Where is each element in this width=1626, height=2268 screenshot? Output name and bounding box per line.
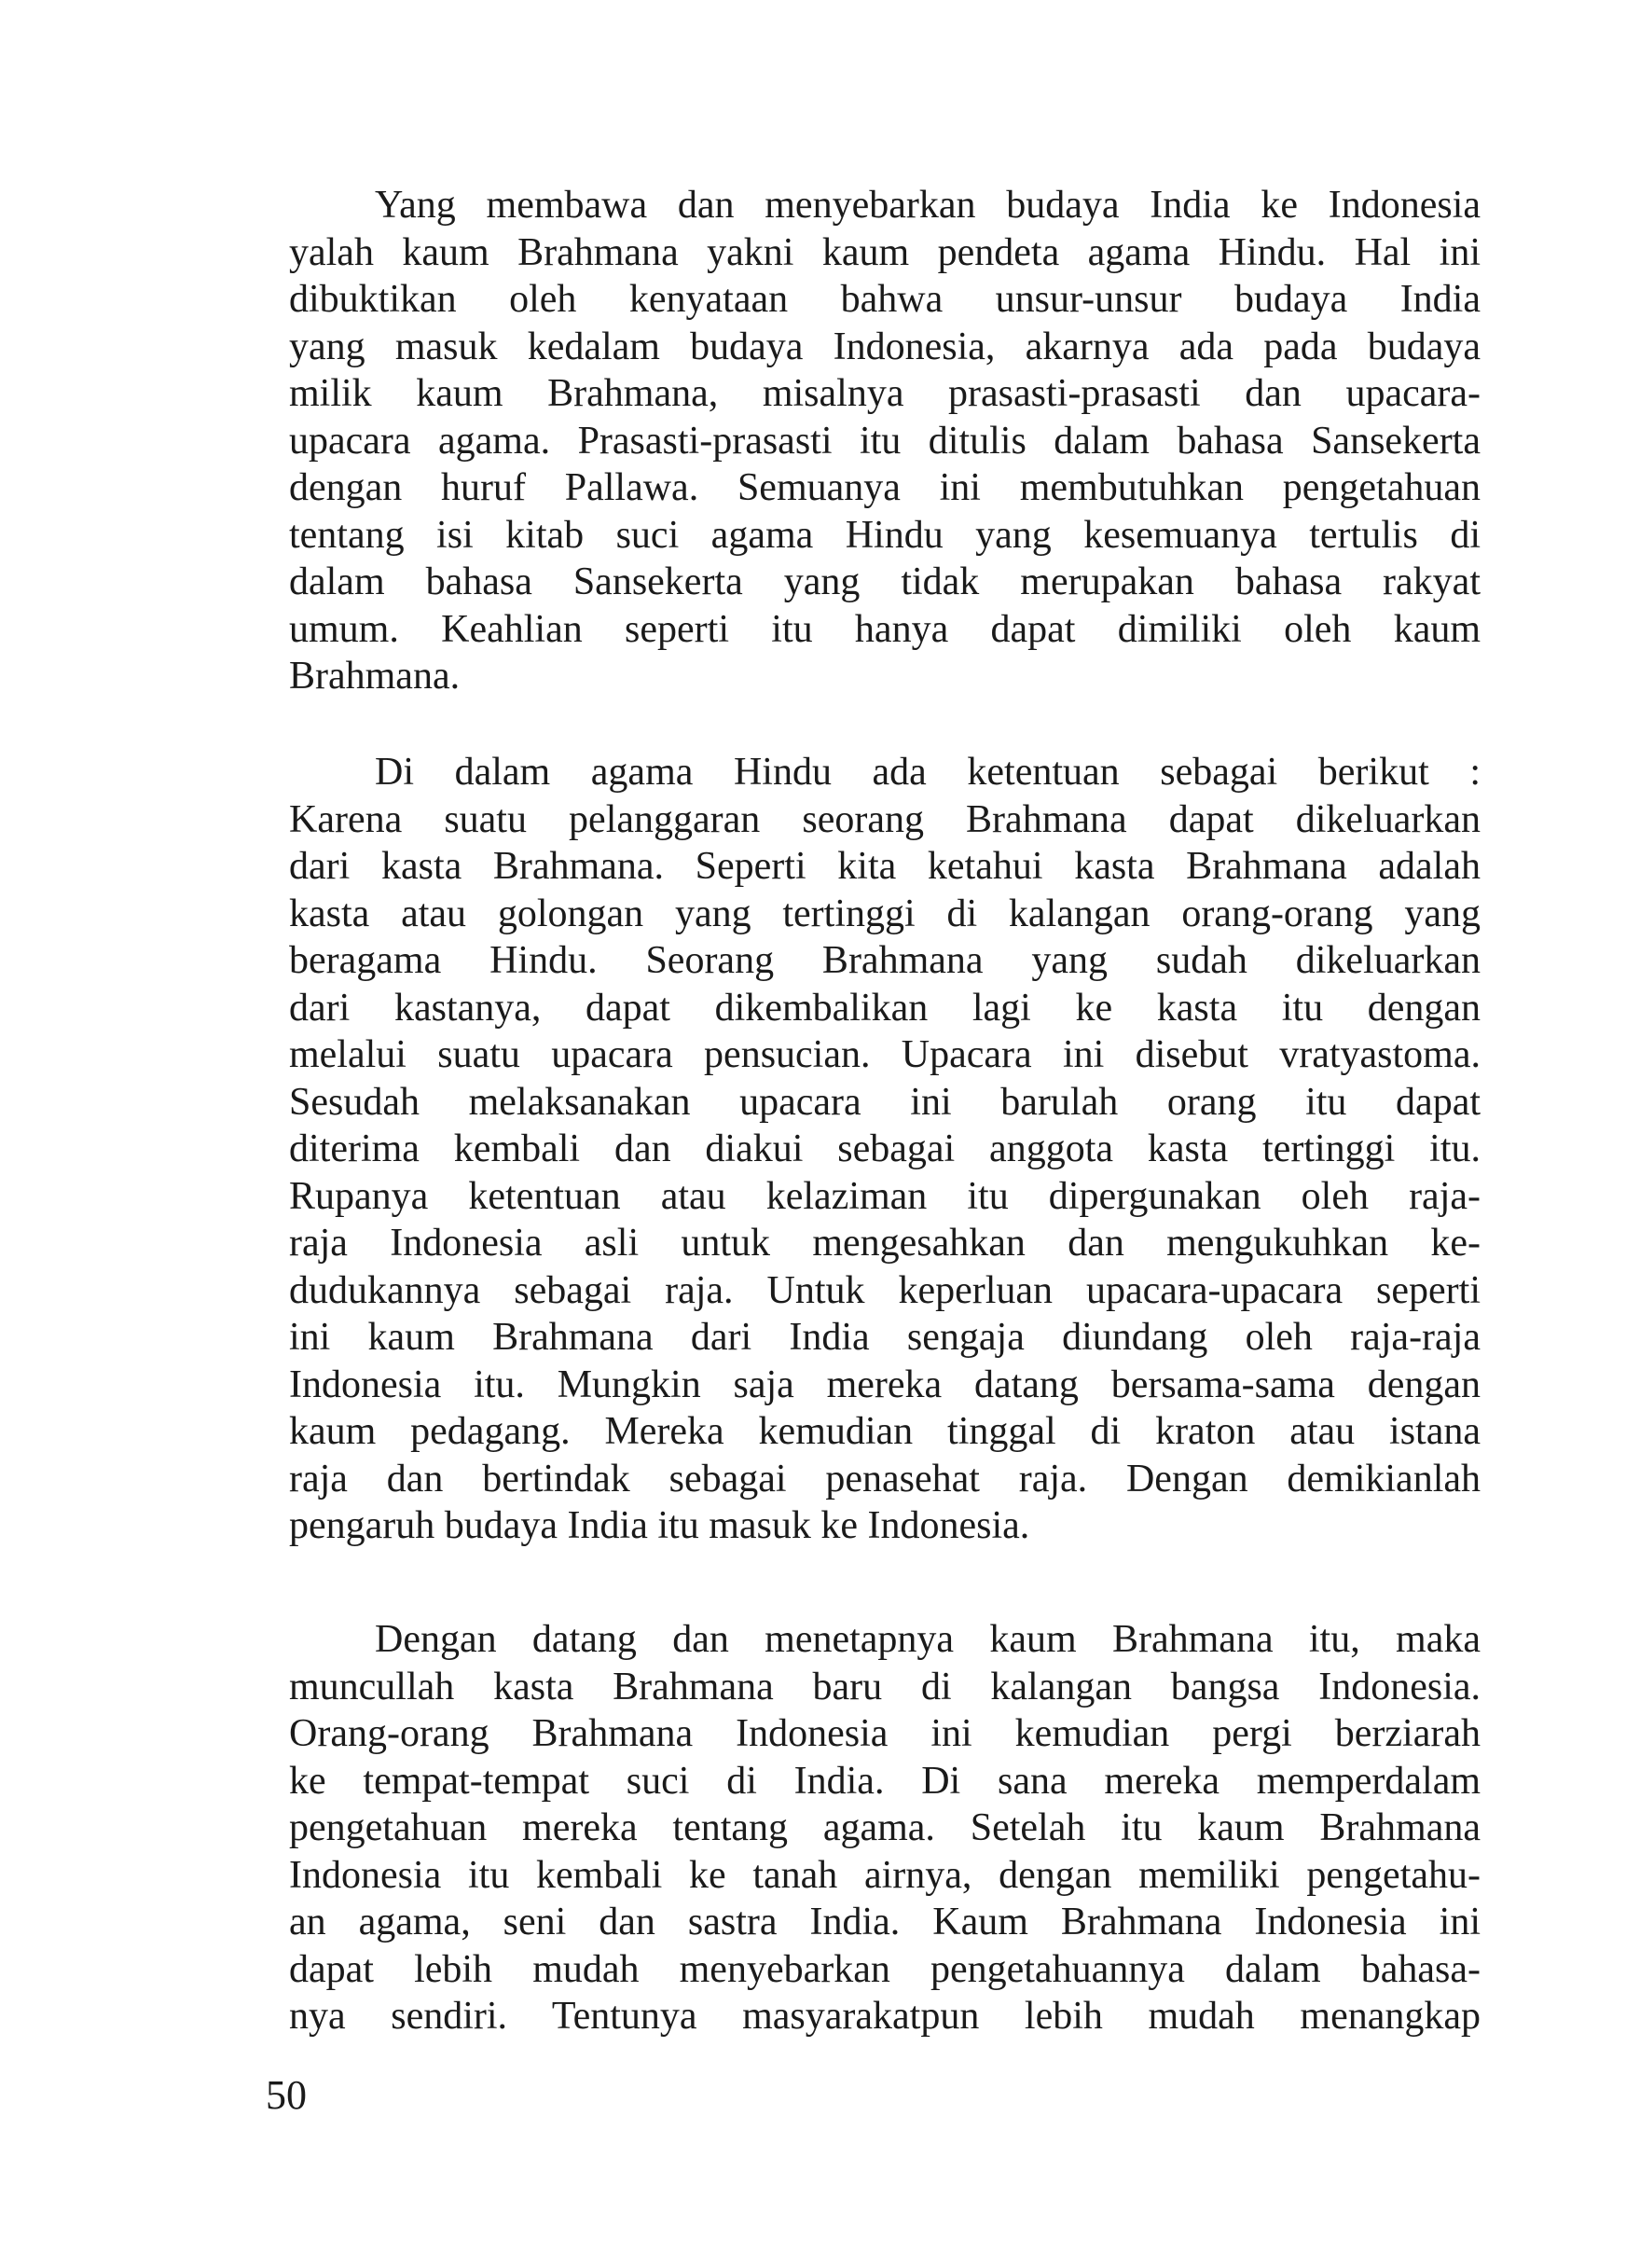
- text-line: Dengan datang dan menetapnya kaum Brahmana itu, maka: [375, 1618, 1481, 1661]
- paragraph-1: [289, 182, 1481, 700]
- text-line: Indonesia itu kembali ke tanah airnya, dengan memiliki pengetahu-: [289, 1853, 1481, 1897]
- text-line: ke tempat-tempat suci di India. Di sana mereka memperdalam: [289, 1759, 1481, 1803]
- text-line: dari kastanya, dapat dikembalikan lagi ke kasta itu dengan: [289, 986, 1481, 1030]
- paragraph-2: [289, 749, 1481, 1550]
- text-line: diterima kembali dan diakui sebagai anggota kasta tertinggi itu.: [289, 1127, 1481, 1170]
- text-line: muncullah kasta Brahmana baru di kalangan bangsa Indonesia.: [289, 1665, 1481, 1708]
- text-line: dapat lebih mudah menyebarkan pengetahuannya dalam bahasa-: [289, 1947, 1481, 1991]
- text-line: Rupanya ketentuan atau kelaziman itu dipergunakan oleh raja-: [289, 1174, 1481, 1218]
- text-line: dalam bahasa Sansekerta yang tidak merupakan bahasa rakyat: [289, 560, 1481, 603]
- text-line: nya sendiri. Tentunya masyarakatpun lebih mudah menangkap: [289, 1995, 1481, 2038]
- paragraph-3: [289, 1616, 1481, 2040]
- text-line: dari kasta Brahmana. Seperti kita ketahui kasta Brahmana adalah: [289, 845, 1481, 888]
- text-line: Orang-orang Brahmana Indonesia ini kemudian pergi berziarah: [289, 1712, 1481, 1755]
- text-line: ini kaum Brahmana dari India sengaja diundang oleh raja-raja: [289, 1316, 1481, 1359]
- text-line: kasta atau golongan yang tertinggi di kalangan orang-orang yang: [289, 892, 1481, 935]
- text-line: umum. Keahlian seperti itu hanya dapat dimiliki oleh kaum: [289, 607, 1481, 651]
- text-line: raja Indonesia asli untuk mengesahkan dan mengukuhkan ke-: [289, 1222, 1481, 1265]
- text-line: pengaruh budaya India itu masuk ke Indonesia.: [289, 1504, 1030, 1547]
- text-line: dudukannya sebagai raja. Untuk keperluan upacara-upacara seperti: [289, 1268, 1481, 1312]
- text-line: dengan huruf Pallawa. Semuanya ini membutuhkan pengetahuan: [289, 466, 1481, 509]
- text-line: Brahmana.: [289, 655, 461, 698]
- text-line: pengetahuan mereka tentang agama. Setelah itu kaum Brahmana: [289, 1806, 1481, 1849]
- text-line: Di dalam agama Hindu ada ketentuan sebagai berikut :: [375, 751, 1481, 794]
- text-line: kaum pedagang. Mereka kemudian tinggal di kraton atau istana: [289, 1410, 1481, 1453]
- text-line: Yang membawa dan menyebarkan budaya India ke Indonesia: [375, 184, 1481, 227]
- text-line: Indonesia itu. Mungkin saja mereka datang bersama-sama dengan: [289, 1362, 1481, 1406]
- text-line: upacara agama. Prasasti-prasasti itu ditulis dalam bahasa Sansekerta: [289, 419, 1481, 463]
- text-line: dibuktikan oleh kenyataan bahwa unsur-unsur budaya India: [289, 278, 1481, 321]
- text-line: yang masuk kedalam budaya Indonesia, akarnya ada pada budaya: [289, 325, 1481, 368]
- text-line: melalui suatu upacara pensucian. Upacara ini disebut vratyastoma.: [289, 1033, 1481, 1076]
- text-line: an agama, seni dan sastra India. Kaum Brahmana Indonesia ini: [289, 1901, 1481, 1943]
- text-line: tentang isi kitab suci agama Hindu yang kesemuanya tertulis di: [289, 513, 1481, 557]
- text-line: milik kaum Brahmana, misalnya prasasti-prasasti dan upacara-: [289, 372, 1481, 415]
- text-line: Sesudah melaksanakan upacara ini barulah orang itu dapat: [289, 1080, 1481, 1124]
- text-line: yalah kaum Brahmana yakni kaum pendeta agama Hindu. Hal ini: [289, 230, 1481, 274]
- text-line: Karena suatu pelanggaran seorang Brahmana dapat dikeluarkan: [289, 797, 1481, 841]
- text-line: beragama Hindu. Seorang Brahmana yang sudah dikeluarkan: [289, 939, 1481, 982]
- page-number: 50: [266, 2072, 307, 2118]
- text-line: raja dan bertindak sebagai penasehat raja. Dengan demikianlah: [289, 1457, 1481, 1500]
